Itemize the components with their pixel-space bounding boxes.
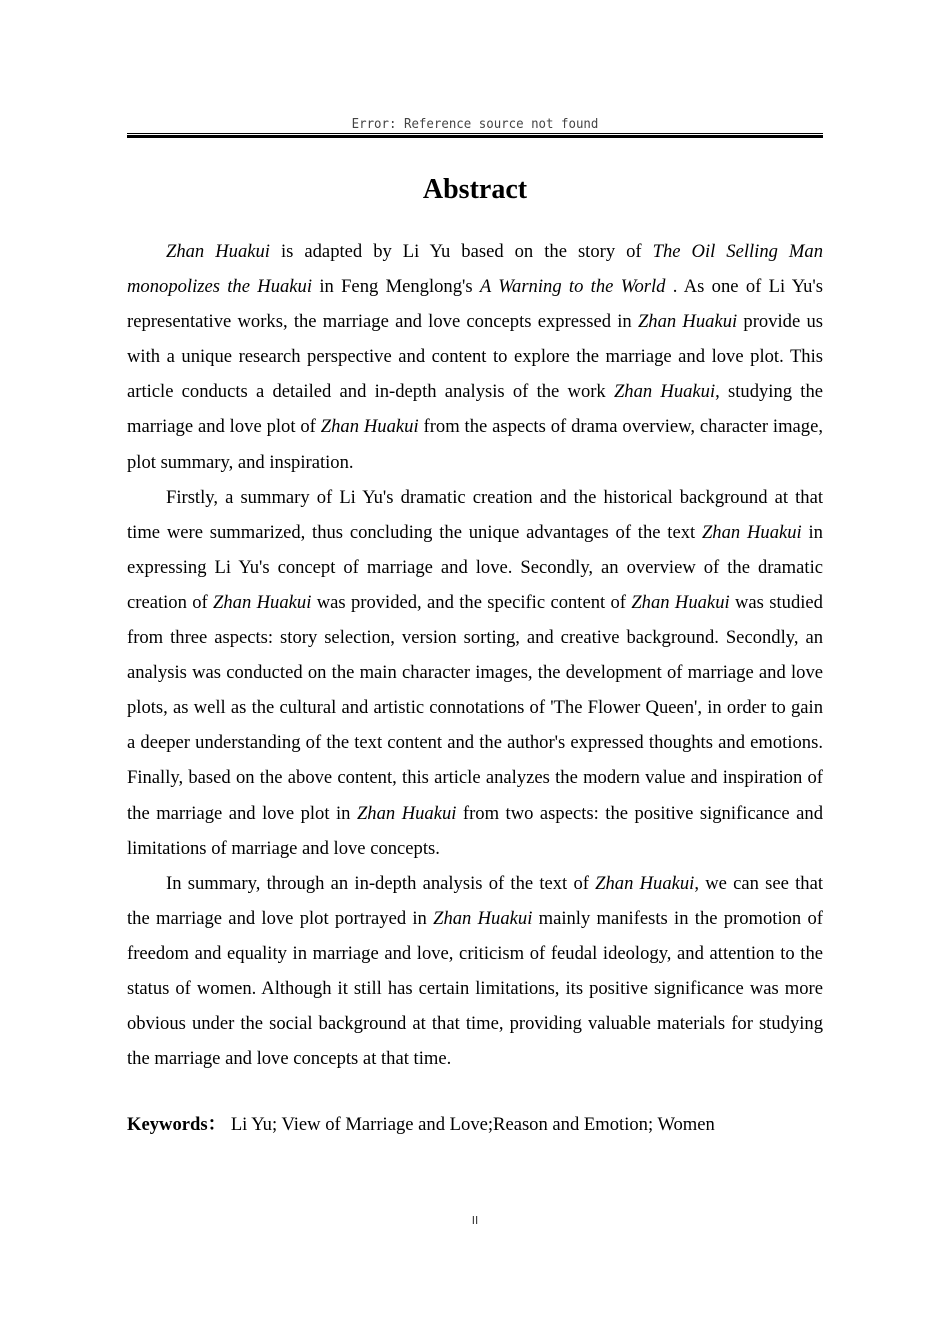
italic-title-text: Zhan Huakui [631, 591, 730, 613]
abstract-paragraph [127, 234, 823, 480]
paragraph-text: Firstly, a summary of Li Yu's dramatic creation and the historical background at that time were summarized, thus concluding the unique advantages of the text [127, 486, 823, 543]
paragraph-text: , studying the marriage and love plot of [127, 381, 823, 438]
italic-title-text: Zhan Huakui [166, 241, 270, 262]
italic-title-text: Zhan Huakui [637, 311, 738, 333]
abstract-body [127, 234, 823, 1076]
italic-title-text: Zhan Huakui [595, 872, 695, 894]
paragraph-text: in expressing Li Yu's concept of marriage and love. Secondly, an overview of the dramatic creation of [127, 521, 823, 613]
paragraph-text: was studied from three aspects: story selection, version sorting, and creative background. Secondly, an analysis was conducted on the main character images, the development of marriage and love plots, as well as the cultural and artistic connotations of 'The Flower Queen', in order to gain a deeper understanding of the text content and the author's expressed thoughts and emotions. Finally, based on the above content, this article analyzes the modern value and inspiration of the marriage and love plot in [127, 591, 823, 824]
paragraph-text: In summary, through an in-depth analysis of the text of [166, 872, 596, 894]
paragraph-text: from the aspects of drama overview, character image, plot summary, and inspiration. [127, 416, 823, 473]
abstract-paragraph [127, 480, 823, 866]
italic-title-text: Zhan Huakui [701, 521, 802, 543]
paragraph-text: was provided, and the specific content of [311, 591, 632, 613]
paragraph-text: in Feng Menglong's [312, 276, 480, 298]
paragraph-text: mainly manifests in the promotion of freedom and equality in marriage and love, criticism of feudal ideology, and attention to the status of women. Although it still has certain limitations, its positive significance was more obvious under the social background at that time, providing valuable materials for studying the marriage and love concepts at that time. [127, 907, 823, 1070]
paragraph-text: is adapted by Li Yu based on the story of [269, 241, 653, 262]
header-rule-thick [127, 135, 823, 138]
italic-title-text: Zhan Huakui [320, 416, 419, 438]
paragraph-text: from two aspects: the positive significance and limitations of marriage and love concepts. [127, 802, 824, 859]
italic-title-text: A Warning to the World [479, 276, 666, 298]
paragraph-text: , we can see that the marriage and love plot portrayed in [127, 872, 823, 929]
italic-title-text: The Oil Selling Man monopolizes the Huakui [127, 241, 824, 298]
italic-title-text: Zhan Huakui [613, 381, 716, 403]
italic-title-text: Zhan Huakui [356, 802, 457, 824]
page-title: Abstract [422, 174, 528, 205]
italic-title-text: Zhan Huakui [213, 591, 312, 613]
paragraph-text: . As one of Li Yu's representative works, the marriage and love concepts expressed in [127, 276, 823, 333]
abstract-paragraph [127, 866, 823, 1077]
keywords-label: Keywords： [127, 1114, 227, 1135]
running-header: Error: Reference source not found [351, 116, 599, 132]
keywords-line [127, 1108, 823, 1142]
page-number: II [471, 1214, 479, 1227]
paragraph-text: provide us with a unique research perspective and content to explore the marriage and love plot. This article conducts a detailed and in-depth analysis of the work [127, 311, 823, 403]
keywords-value: Li Yu; View of Marriage and Love;Reason and Emotion; Women [226, 1114, 715, 1135]
header-rule-thin [127, 133, 823, 134]
italic-title-text: Zhan Huakui [433, 907, 533, 929]
